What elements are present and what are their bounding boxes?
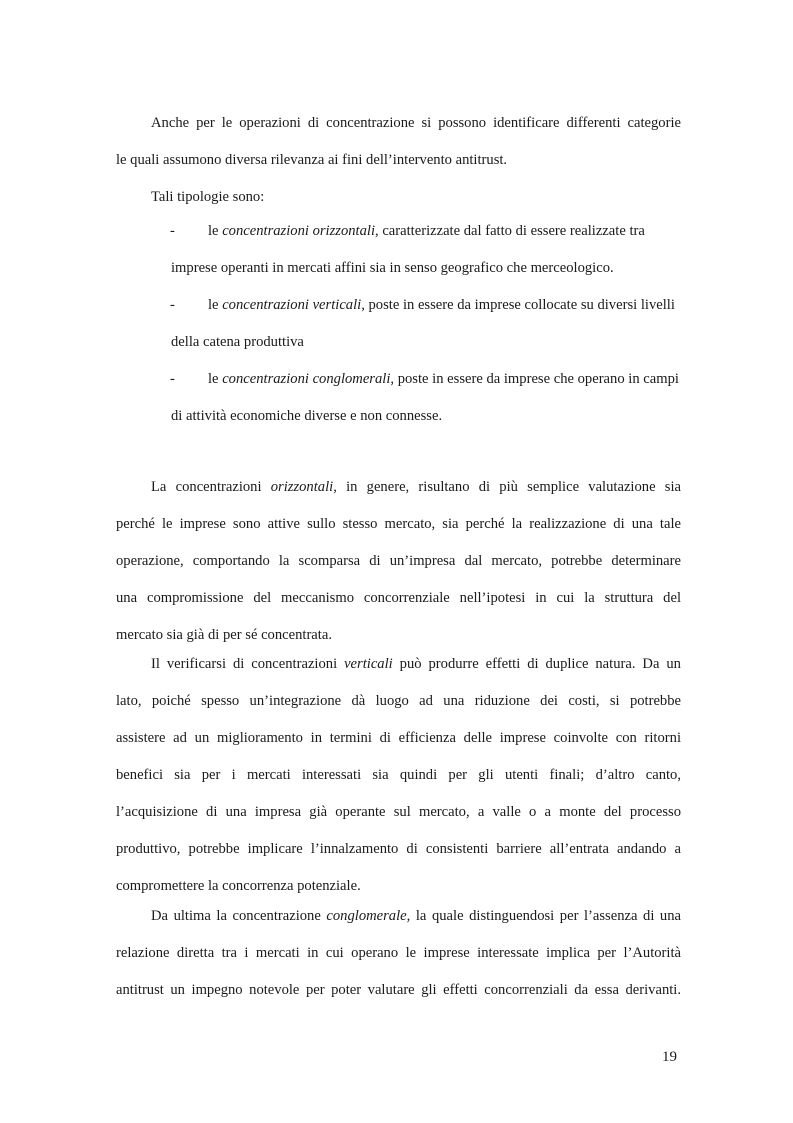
- paragraph-line: relazione diretta tra i mercati in cui operano le imprese interessate implica per l’Autorità: [116, 945, 681, 961]
- paragraph-line: compromettere la concorrenza potenziale.: [116, 878, 361, 894]
- paragraph-line: lato, poiché spesso un’integrazione dà luogo ad una riduzione dei costi, si potrebbe: [116, 693, 681, 709]
- intro-line-3: Tali tipologie sono:: [151, 189, 265, 205]
- bullet-text: , poste in essere da imprese che operano in campi: [390, 371, 679, 387]
- bullet-text: , caratterizzate dal fatto di essere realizzate tra: [375, 223, 645, 239]
- paragraph-line: mercato sia già di per sé concentrata.: [116, 627, 332, 643]
- italic-term: conglomerale,: [326, 908, 411, 924]
- bullet-dash: -: [170, 371, 175, 387]
- paragraph-line: antitrust un impegno notevole per poter valutare gli effetti concorrenziali da essa derivanti.: [116, 982, 681, 998]
- paragraph-line: [116, 646, 681, 683]
- bullet-line-2: imprese operanti in mercati affini sia in senso geografico che merceologico.: [171, 260, 614, 276]
- bullet-dash: -: [170, 297, 175, 313]
- bullet-dash: -: [170, 223, 175, 239]
- bullet-term: concentrazioni verticali: [222, 297, 362, 313]
- bullet-line-2: della catena produttiva: [171, 334, 304, 350]
- paragraph-line: [116, 469, 681, 506]
- list-item: [116, 361, 681, 435]
- paragraph-line: benefici sia per i mercati interessati sia quindi per gli utenti finali; d’altro canto,: [116, 767, 681, 783]
- text-run: Il verificarsi di concentrazioni: [151, 656, 345, 672]
- page-number: 19: [662, 1049, 677, 1065]
- text-run: Da ultima la concentrazione: [151, 908, 327, 924]
- paragraph-line: [116, 898, 681, 935]
- list-item: [116, 213, 681, 287]
- intro-line-1: Anche per le operazioni di concentrazione si possono identificare differenti categorie: [151, 115, 681, 131]
- bullet-term: concentrazioni orizzontali: [222, 223, 376, 239]
- bullet-term: concentrazioni conglomerali: [222, 371, 391, 387]
- paragraph-line: perché le imprese sono attive sullo stesso mercato, sia perché la realizzazione di una tale: [116, 516, 681, 532]
- bullet-prefix: le: [208, 297, 223, 313]
- text-run: può produrre effetti di duplice natura. Da un: [392, 656, 681, 672]
- paragraph-line: una compromissione del meccanismo concorrenziale nell’ipotesi in cui la struttura del: [116, 590, 681, 606]
- paragraph-line: operazione, comportando la scomparsa di un’impresa dal mercato, potrebbe determinare: [116, 553, 681, 569]
- paragraph-verticali: [116, 646, 681, 905]
- paragraph-line: l’acquisizione di una impresa già operante sul mercato, a valle o a monte del processo: [116, 804, 681, 820]
- text-run: La concentrazioni: [151, 479, 271, 495]
- italic-term: verticali: [344, 656, 393, 672]
- bullet-line-2: di attività economiche diverse e non connesse.: [171, 408, 443, 424]
- bullet-prefix: le: [208, 371, 223, 387]
- text-run: la quale distinguendosi per l’assenza di una: [410, 908, 681, 924]
- intro-line-2: le quali assumono diversa rilevanza ai fini dell’intervento antitrust.: [116, 152, 508, 168]
- bullet-prefix: le: [208, 223, 223, 239]
- italic-term: orizzontali: [270, 479, 334, 495]
- intro-paragraph: [116, 105, 681, 216]
- paragraph-orizzontali: [116, 469, 681, 654]
- paragraph-line: assistere ad un miglioramento in termini di efficienza delle imprese coinvolte con ritorni: [116, 730, 681, 746]
- bullet-text: , poste in essere da imprese collocate su diversi livelli: [361, 297, 675, 313]
- list-item: [116, 287, 681, 361]
- text-run: , in genere, risultano di più semplice valutazione sia: [333, 479, 681, 495]
- paragraph-line: produttivo, potrebbe implicare l’innalzamento di consistenti barriere all’entrata andando a: [116, 841, 681, 857]
- paragraph-conglomerale: [116, 898, 681, 1009]
